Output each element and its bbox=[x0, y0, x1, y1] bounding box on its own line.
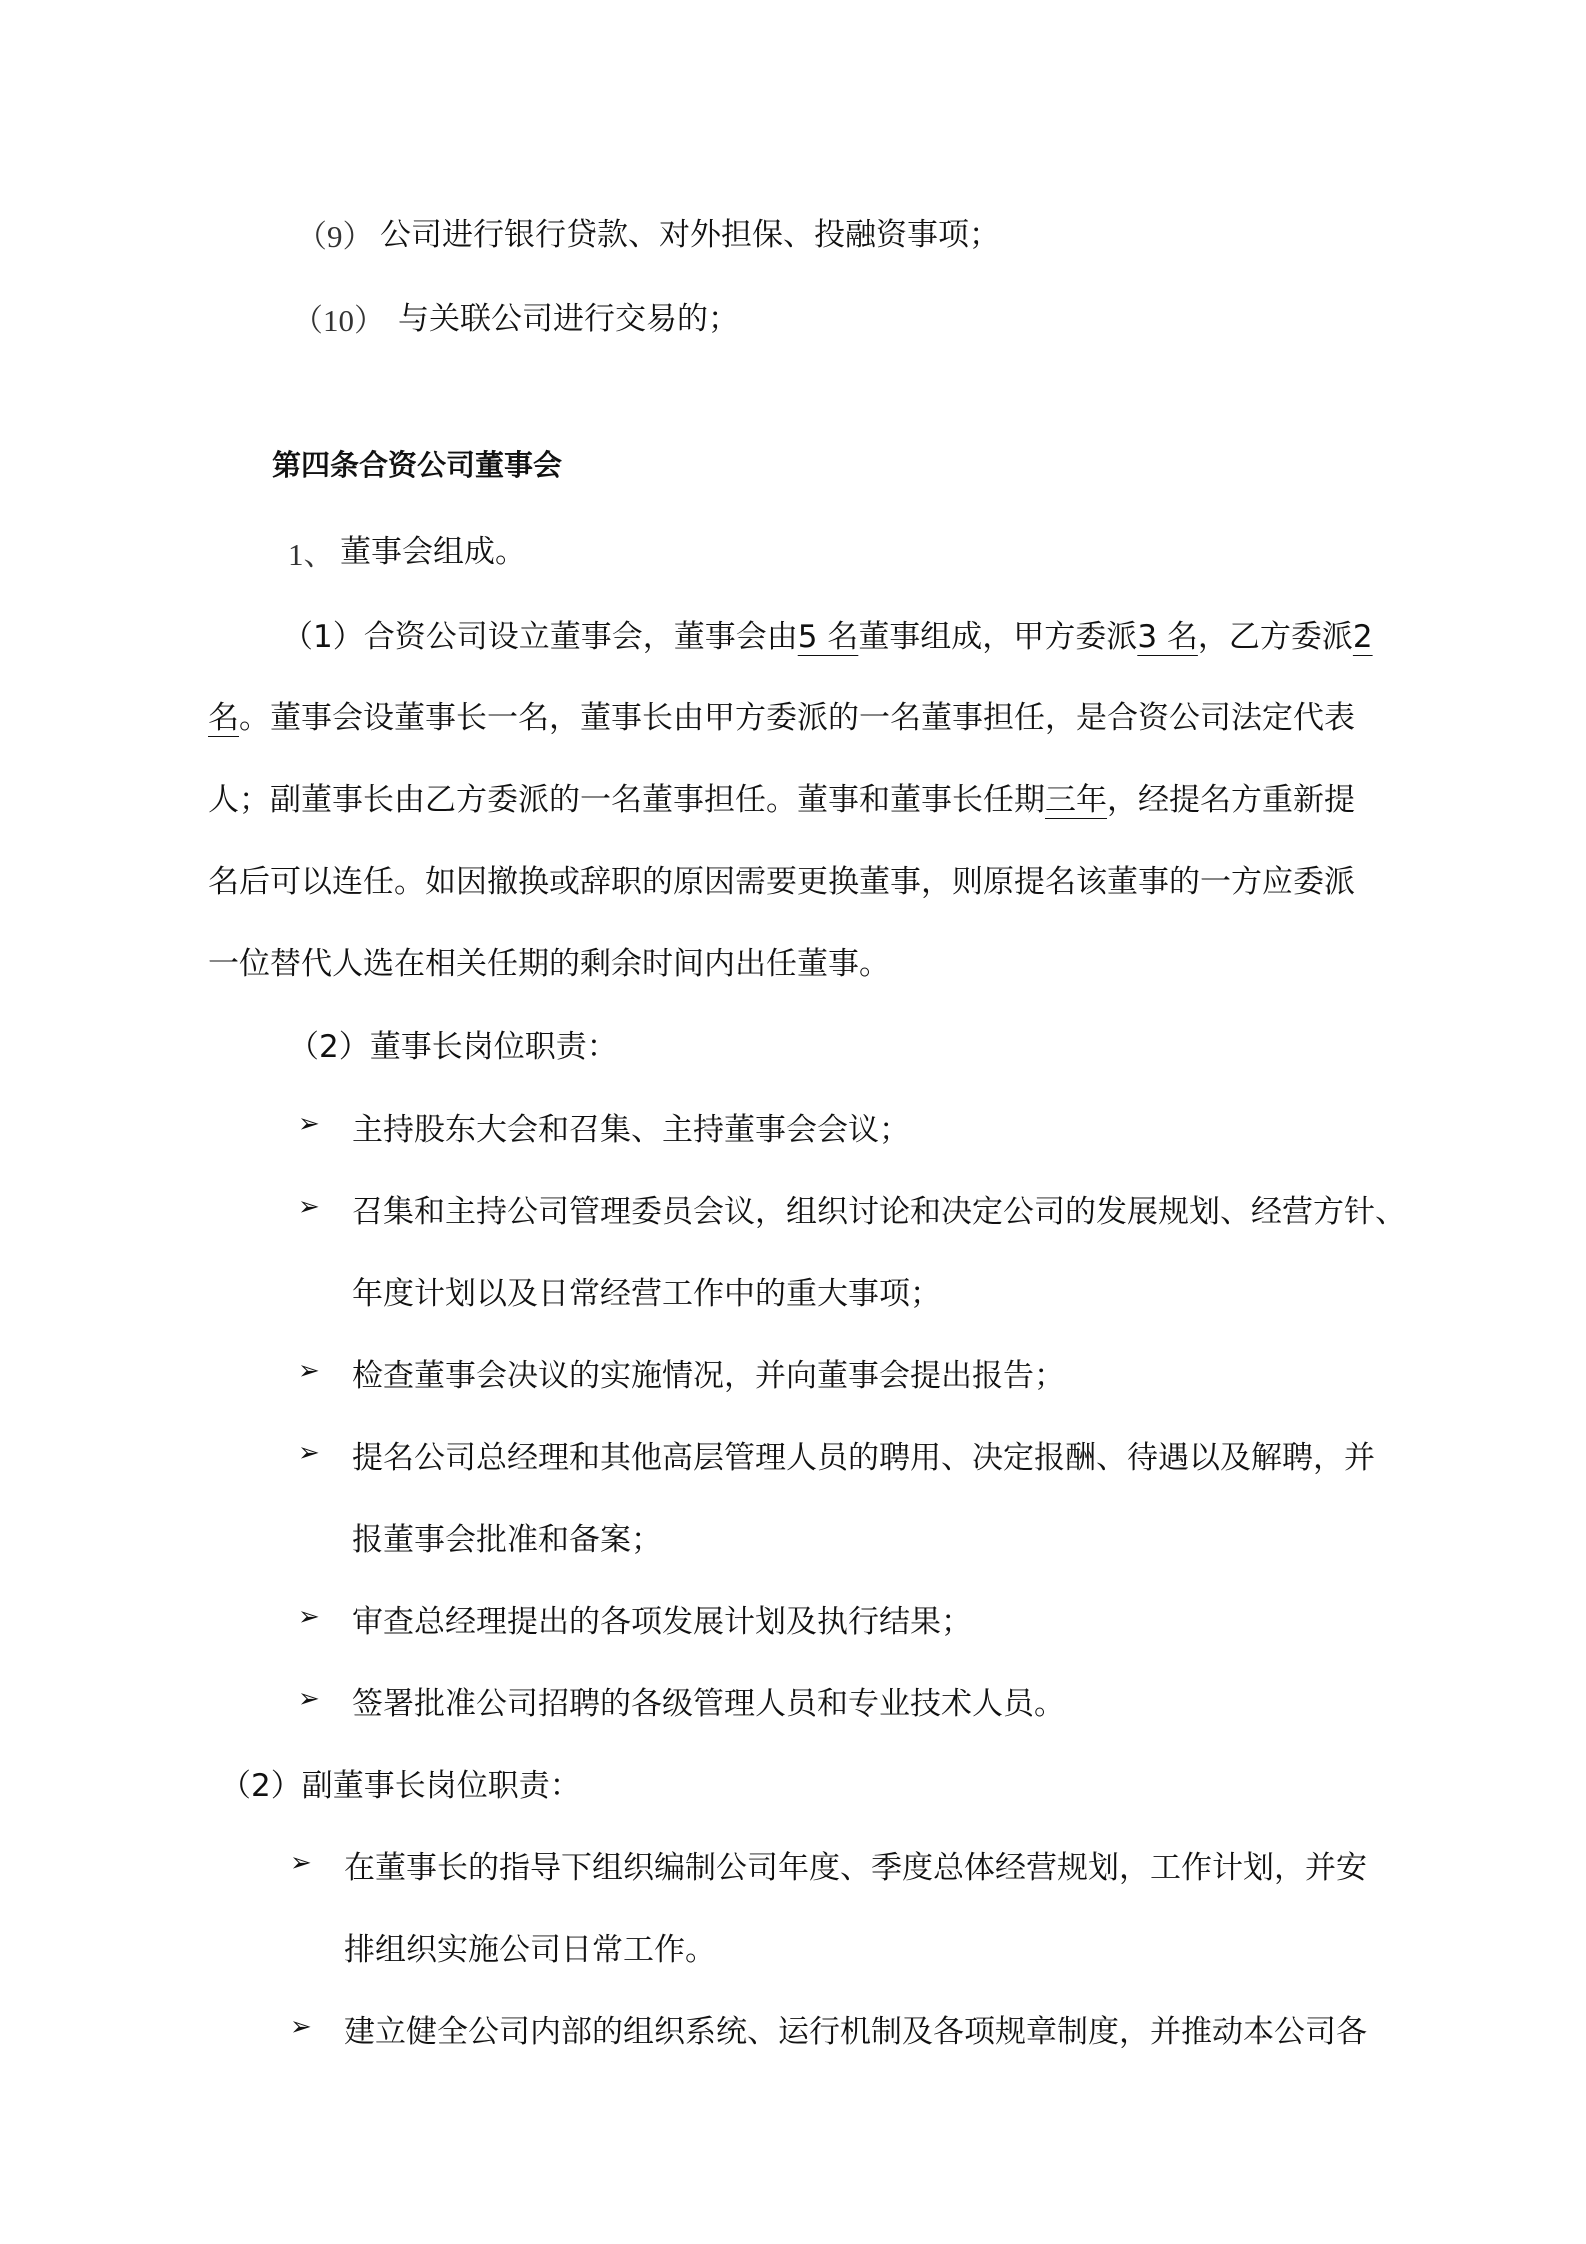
vice-chairman-duties-heading: （2）副董事长岗位职责： bbox=[220, 1768, 581, 1804]
bullet-icon: ➢ bbox=[298, 1356, 320, 1386]
vice-chairman-duty-1-line-2: 排组织实施公司日常工作。 bbox=[344, 1932, 716, 1968]
chairman-duty-3: 检查董事会决议的实施情况，并向董事会提出报告； bbox=[352, 1358, 1065, 1394]
clause-1-line-3 bbox=[208, 774, 1355, 819]
term-length-value: 三年 bbox=[1045, 782, 1107, 818]
clause-1-text-d: 。董事会设董事长一名，董事长由甲方委派的一名董事担任，是合资公司法定代表 bbox=[239, 700, 1355, 736]
board-size-value: 5 名 bbox=[797, 619, 859, 655]
clause-1-line-1 bbox=[282, 611, 1402, 656]
clause-1-line-4: 名后可以连任。如因撤换或辞职的原因需要更换董事，则原提名该董事的一方应委派 bbox=[208, 864, 1355, 900]
clause-1-text-a: （1）合资公司设立董事会，董事会由 bbox=[282, 619, 798, 655]
chairman-duty-1: 主持股东大会和召集、主持董事会会议； bbox=[352, 1112, 910, 1148]
item-10-number: （10） bbox=[292, 303, 385, 338]
article-title: 第四条合资公司董事会 bbox=[272, 448, 563, 482]
chairman-duty-2-line-1: 召集和主持公司管理委员会议，组织讨论和决定公司的发展规划、经营方针、 bbox=[352, 1194, 1406, 1230]
chairman-duties-heading: （2）董事长岗位职责： bbox=[288, 1029, 618, 1065]
bullet-icon: ➢ bbox=[298, 1684, 320, 1714]
party-b-seats-unit: 名 bbox=[208, 700, 239, 736]
chairman-duty-4-line-1: 提名公司总经理和其他高层管理人员的聘用、决定报酬、待遇以及解聘，并 bbox=[352, 1440, 1375, 1476]
party-b-seats-value: 2 bbox=[1352, 619, 1373, 655]
clause-1-text-f: ，经提名方重新提 bbox=[1107, 782, 1355, 818]
chairman-duty-2-line-2: 年度计划以及日常经营工作中的重大事项； bbox=[352, 1276, 941, 1312]
bullet-icon: ➢ bbox=[298, 1192, 320, 1222]
item-9-number: （9） bbox=[296, 219, 374, 254]
clause-1-line-5: 一位替代人选在相关任期的剩余时间内出任董事。 bbox=[208, 946, 890, 982]
item-9-text: 公司进行银行贷款、对外担保、投融资事项； bbox=[380, 217, 1000, 253]
vice-chairman-duty-1-line-1: 在董事长的指导下组织编制公司年度、季度总体经营规划，工作计划，并安 bbox=[344, 1850, 1367, 1886]
vice-chairman-duty-2-line-1: 建立健全公司内部的组织系统、运行机制及各项规章制度，并推动本公司各 bbox=[344, 2014, 1367, 2050]
clause-1-text-b: 董事组成，甲方委派 bbox=[858, 619, 1138, 655]
chairman-duty-5: 审查总经理提出的各项发展计划及执行结果； bbox=[352, 1604, 972, 1640]
chairman-duty-4-line-2: 报董事会批准和备案； bbox=[352, 1522, 662, 1558]
clause-1-text-c: ，乙方委派 bbox=[1197, 619, 1353, 655]
section-number: 1、 bbox=[288, 537, 335, 572]
bullet-icon: ➢ bbox=[298, 1602, 320, 1632]
bullet-icon: ➢ bbox=[290, 1848, 312, 1878]
section-heading: 董事会组成。 bbox=[340, 534, 526, 570]
bullet-icon: ➢ bbox=[298, 1109, 320, 1139]
chairman-duty-6: 签署批准公司招聘的各级管理人员和专业技术人员。 bbox=[352, 1686, 1065, 1722]
clause-1-line-2 bbox=[208, 692, 1355, 737]
clause-1-text-e: 人；副董事长由乙方委派的一名董事担任。董事和董事长任期 bbox=[208, 782, 1045, 818]
party-a-seats-value: 3 名 bbox=[1137, 619, 1198, 655]
item-10-text: 与关联公司进行交易的； bbox=[398, 301, 739, 337]
bullet-icon: ➢ bbox=[290, 2012, 312, 2042]
bullet-icon: ➢ bbox=[298, 1438, 320, 1468]
